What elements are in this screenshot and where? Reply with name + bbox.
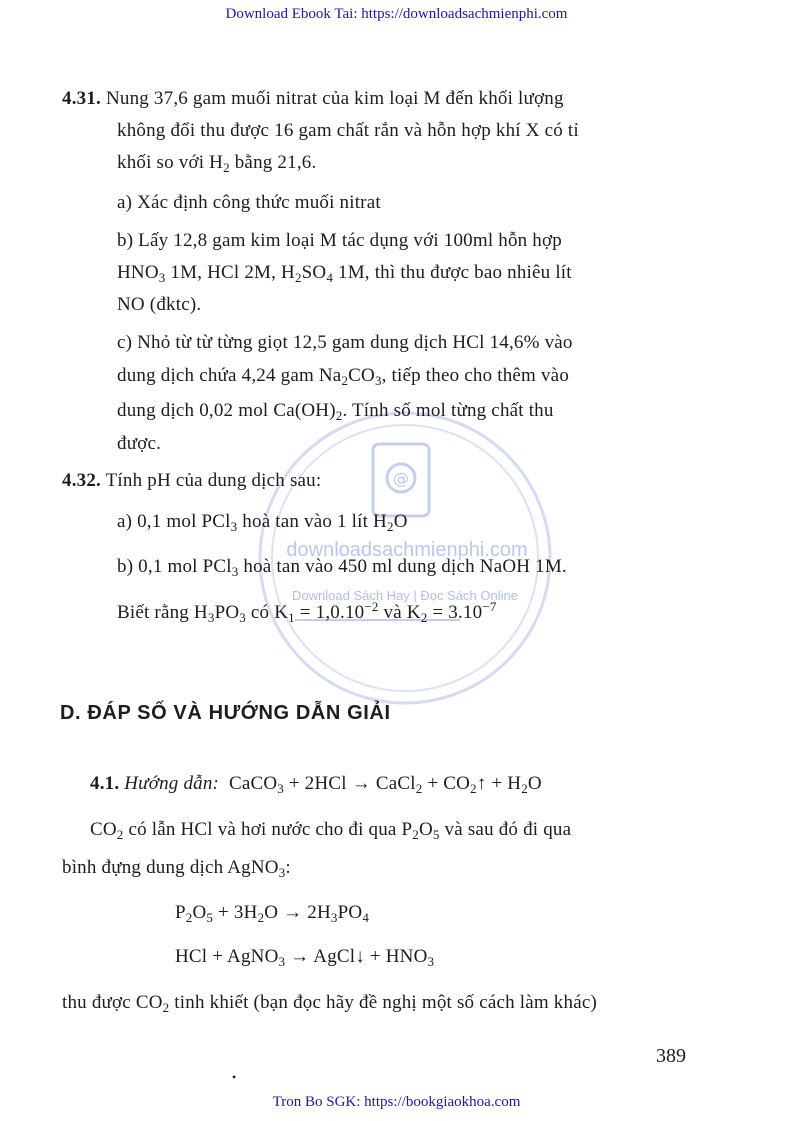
problem-text: khối so với $H_2$ bằng 21,6. — [117, 152, 317, 175]
watermark-tagline: Download Sách Hay | Đọc Sách Online — [292, 588, 518, 603]
problem-number: 4.31. — [62, 88, 101, 109]
answer-text: bình đựng dung dịch AgNO$_3$: — [62, 857, 291, 880]
question-b-formula: b) 0,1 mol PCl$_3$ hoà tan vào 450 ml dung dịch NaOH 1M. — [117, 556, 567, 579]
problem-number: 4.32. — [62, 470, 101, 491]
question-c: c) Nhỏ từ từ từng giọt 12,5 gam dung dịch HCl 14,6% vào — [117, 332, 573, 353]
question-a: a) Xác định công thức muối nitrat — [117, 192, 381, 213]
header-link[interactable]: Download Ebook Tai: https://downloadsachmienphi.com — [225, 6, 568, 22]
svg-text:@: @ — [393, 469, 409, 488]
problem-text: Nung 37,6 gam muối nitrat của kim loại M đến khối lượng — [105, 88, 564, 109]
answer-text: $CO_2$ có lẫn HCl và hơi nước cho đi qua $P_2O_5$ và sau đó đi qua — [90, 819, 572, 842]
problem-text: không đổi thu được 16 gam chất rắn và hỗn hợp khí X có tỉ — [117, 120, 579, 141]
footer-link[interactable]: Tron Bo SGK: https://bookgiaokhoa.com — [272, 1094, 521, 1110]
question-b: b) Lấy 12,8 gam kim loại M tác dụng với 100ml hỗn hợp — [117, 230, 562, 251]
answer-4-1: 4.1. Hướng dẫn: CaCO$_3$ + 2HCl → CaCl$_2$ + $CO_2↑ + H_2O$ — [90, 773, 542, 796]
question-b: NO (đktc). — [117, 294, 202, 315]
question-c-formula: dung dịch chứa 4,24 gam $Na_2CO_3$, tiếp theo cho thêm vào — [117, 365, 570, 388]
question-c: được. — [117, 433, 162, 454]
equation: $P_2O_5 + 3H_2O \to 2H_3PO_4$ — [175, 902, 370, 925]
scan-dot: • — [232, 1070, 237, 1084]
question-a-formula: a) 0,1 mol PCl$_3$ hoà tan vào 1 lít $H_2O$ — [117, 511, 408, 534]
equation: HCl + AgNO$_3$ → AgCl↓ + $HNO_3$ — [175, 946, 435, 969]
constants-note: Biết rằng $H_3PO_3$ có $K_1 = 1,0.10^{-2}$ và $K_2 = 3.10^{-7}$ — [117, 599, 497, 625]
question-b-formula: $HNO_3$ 1M, HCl 2M, $H_2SO_4$ 1M, thì thu được bao nhiêu lít — [117, 262, 572, 285]
section-title: D. ĐÁP SỐ VÀ HƯỚNG DẪN GIẢI — [60, 702, 391, 724]
watermark-site: downloadsachmienphi.com — [286, 539, 528, 561]
answer-text: thu được $CO_2$ tinh khiết (bạn đọc hãy đề nghị một số cách làm khác) — [62, 992, 597, 1015]
question-c-formula: dung dịch 0,02 mol $Ca(OH)_2$. Tính số mol từng chất thu — [117, 400, 554, 423]
page-number: 389 — [656, 1045, 686, 1067]
problem-intro: Tính pH của dung dịch sau: — [105, 470, 322, 491]
